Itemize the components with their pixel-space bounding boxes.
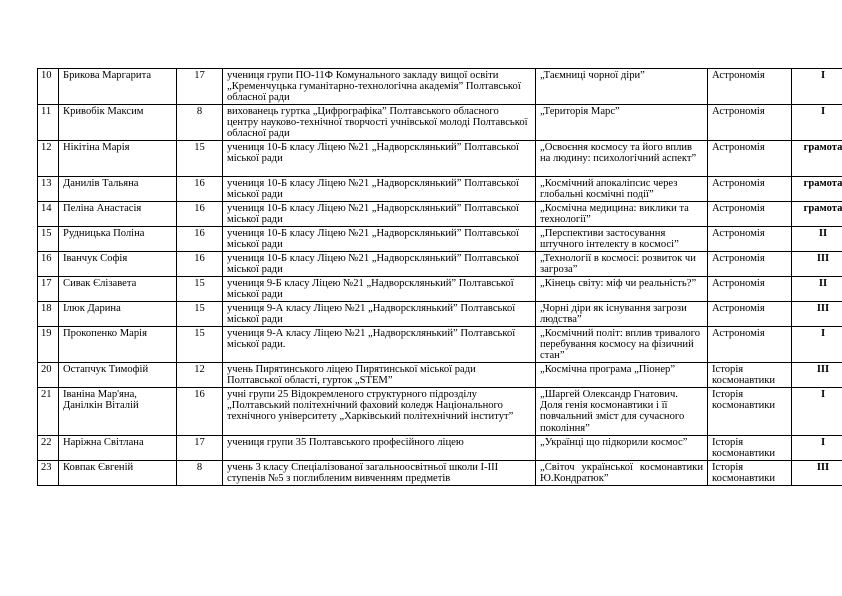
participant-institution: учениця 10-Б класу Ліцею №21 „Надворсклянький” Полтавської міської ради xyxy=(223,177,536,202)
result-award: ІІІ xyxy=(792,302,842,327)
work-title: „Українці що підкорили космос” xyxy=(536,436,708,461)
participant-name: Остапчук Тимофій xyxy=(59,363,177,388)
row-number: 10 xyxy=(38,69,59,105)
row-number: 14 xyxy=(38,202,59,227)
participant-name: Кривобік Максим xyxy=(59,105,177,141)
row-number: 23 xyxy=(38,461,59,486)
result-award: ІІІ xyxy=(792,363,842,388)
result-award: грамота xyxy=(792,177,842,202)
table-row xyxy=(38,388,842,436)
section-name: Астрономія xyxy=(708,177,792,202)
section-name: Астрономія xyxy=(708,141,792,177)
participant-age: 16 xyxy=(177,388,223,436)
row-number: 21 xyxy=(38,388,59,436)
participant-institution: учениця 10-Б класу Ліцею №21 „Надворсклянький” Полтавської міської ради xyxy=(223,202,536,227)
result-award: І xyxy=(792,388,842,436)
section-name: Астрономія xyxy=(708,277,792,302)
participant-institution: учениця 10-Б класу Ліцею №21 „Надворсклянький” Полтавської міської ради xyxy=(223,141,536,177)
participant-institution: учениця групи 35 Полтавського професійного ліцею xyxy=(223,436,536,461)
table-row xyxy=(38,141,842,177)
participant-name: Пеліна Анастасія xyxy=(59,202,177,227)
participant-institution: учениця 9-А класу Ліцею №21 „Надворсклянький” Полтавської міської ради xyxy=(223,302,536,327)
work-title: „Таємниці чорної діри” xyxy=(536,69,708,105)
row-number: 17 xyxy=(38,277,59,302)
result-award: ІІ xyxy=(792,277,842,302)
work-title: „Світоч української космонавтики Ю.Кондратюк” xyxy=(536,461,708,486)
row-number: 15 xyxy=(38,227,59,252)
work-title: „Шаргей Олександр Гнатович. Доля генія космонавтики і її повчальний зміст для сучасного покоління” xyxy=(536,388,708,436)
section-name: Астрономія xyxy=(708,252,792,277)
participant-institution: учениця групи ПО-11Ф Комунального закладу вищої освіти „Кременчуцька гуманітарно-технологічна академія” Полтавської обласної ради xyxy=(223,69,536,105)
result-award: І xyxy=(792,436,842,461)
participant-institution: учень Пирятинського ліцею Пирятинської міської ради Полтавської області, гурток „STEM” xyxy=(223,363,536,388)
result-award: І xyxy=(792,327,842,363)
participant-institution: учень 3 класу Спеціалізованої загальноосвітньої школи І-ІІІ ступенів №5 з поглибленим вивченням предметів xyxy=(223,461,536,486)
participant-name: Рудницька Поліна xyxy=(59,227,177,252)
participant-age: 16 xyxy=(177,227,223,252)
row-number: 22 xyxy=(38,436,59,461)
result-award: ІІ xyxy=(792,227,842,252)
result-award: І xyxy=(792,69,842,105)
section-name: Історія космонавтики xyxy=(708,461,792,486)
table-row xyxy=(38,69,842,105)
result-award: грамота xyxy=(792,202,842,227)
row-number: 12 xyxy=(38,141,59,177)
participant-age: 16 xyxy=(177,177,223,202)
table-row xyxy=(38,227,842,252)
participant-age: 16 xyxy=(177,252,223,277)
table-row xyxy=(38,302,842,327)
participant-age: 17 xyxy=(177,436,223,461)
row-number: 11 xyxy=(38,105,59,141)
participant-name: Брикова Маргарита xyxy=(59,69,177,105)
participant-institution: учні групи 25 Відокремленого структурного підрозділу „Полтавський політехнічний фаховий коледж Національного технічного університету „Харківський політехнічний інститут” xyxy=(223,388,536,436)
participant-institution: вихованець гуртка „Цифрографіка” Полтавського обласного центру науково-технічної творчості учнівської молоді Полтавської обласної ради xyxy=(223,105,536,141)
table-row xyxy=(38,177,842,202)
row-number: 16 xyxy=(38,252,59,277)
participants-table xyxy=(37,68,842,486)
result-award: І xyxy=(792,105,842,141)
table-row xyxy=(38,202,842,227)
participant-institution: учениця 10-Б класу Ліцею №21 „Надворсклянький” Полтавської міської ради xyxy=(223,252,536,277)
participant-age: 12 xyxy=(177,363,223,388)
participant-age: 16 xyxy=(177,202,223,227)
participant-age: 15 xyxy=(177,302,223,327)
table-row xyxy=(38,252,842,277)
section-name: Астрономія xyxy=(708,202,792,227)
participant-age: 15 xyxy=(177,141,223,177)
participant-age: 15 xyxy=(177,277,223,302)
participant-institution: учениця 9-А класу Ліцею №21 „Надворсклянький” Полтавської міської ради. xyxy=(223,327,536,363)
participant-name: Нікітіна Марія xyxy=(59,141,177,177)
table-row xyxy=(38,277,842,302)
participant-age: 15 xyxy=(177,327,223,363)
participant-age: 17 xyxy=(177,69,223,105)
table-row xyxy=(38,327,842,363)
result-award: грамота xyxy=(792,141,842,177)
work-title: „Космічна програма „Піонер” xyxy=(536,363,708,388)
participant-institution: учениця 10-Б класу Ліцею №21 „Надворсклянький” Полтавської міської ради xyxy=(223,227,536,252)
table-row xyxy=(38,105,842,141)
section-name: Астрономія xyxy=(708,105,792,141)
section-name: Історія космонавтики xyxy=(708,436,792,461)
section-name: Астрономія xyxy=(708,302,792,327)
document-page xyxy=(37,68,842,486)
section-name: Астрономія xyxy=(708,327,792,363)
participant-name: Прокопенко Марія xyxy=(59,327,177,363)
participants-table-body xyxy=(38,69,842,486)
work-title: „Освоєння космосу та його вплив на людину: психологічний аспект” xyxy=(536,141,708,177)
row-number: 13 xyxy=(38,177,59,202)
participant-name: Данилів Тальяна xyxy=(59,177,177,202)
participant-name: Ковпак Євгеній xyxy=(59,461,177,486)
work-title: „Космічний політ: вплив тривалого перебування космосу на фізичний стан” xyxy=(536,327,708,363)
participant-name: Сивак Єлізавета xyxy=(59,277,177,302)
participant-name: Іваніна Мар'яна, Данілкін Віталій xyxy=(59,388,177,436)
row-number: 20 xyxy=(38,363,59,388)
table-row xyxy=(38,436,842,461)
row-number: 18 xyxy=(38,302,59,327)
section-name: Астрономія xyxy=(708,227,792,252)
participant-age: 8 xyxy=(177,105,223,141)
participant-age: 8 xyxy=(177,461,223,486)
section-name: Історія космонавтики xyxy=(708,363,792,388)
section-name: Історія космонавтики xyxy=(708,388,792,436)
work-title: „Чорні діри як існування загрози людства” xyxy=(536,302,708,327)
work-title: „Територія Марс” xyxy=(536,105,708,141)
table-row xyxy=(38,363,842,388)
section-name: Астрономія xyxy=(708,69,792,105)
participant-name: Наріжна Світлана xyxy=(59,436,177,461)
work-title: „Космічний апокаліпсис через глобальні космічні події” xyxy=(536,177,708,202)
row-number: 19 xyxy=(38,327,59,363)
work-title: „Перспективи застосування штучного інтелекту в космосі” xyxy=(536,227,708,252)
participant-institution: учениця 9-Б класу Ліцею №21 „Надворсклянький” Полтавської міської ради xyxy=(223,277,536,302)
result-award: ІІІ xyxy=(792,252,842,277)
participant-name: Ілюк Дарина xyxy=(59,302,177,327)
work-title: „Космічна медицина: виклики та технології” xyxy=(536,202,708,227)
work-title: „Технології в космосі: розвиток чи загроза” xyxy=(536,252,708,277)
result-award: ІІІ xyxy=(792,461,842,486)
table-row xyxy=(38,461,842,486)
participant-name: Іванчук Софія xyxy=(59,252,177,277)
work-title: „Кінець світу: міф чи реальність?” xyxy=(536,277,708,302)
